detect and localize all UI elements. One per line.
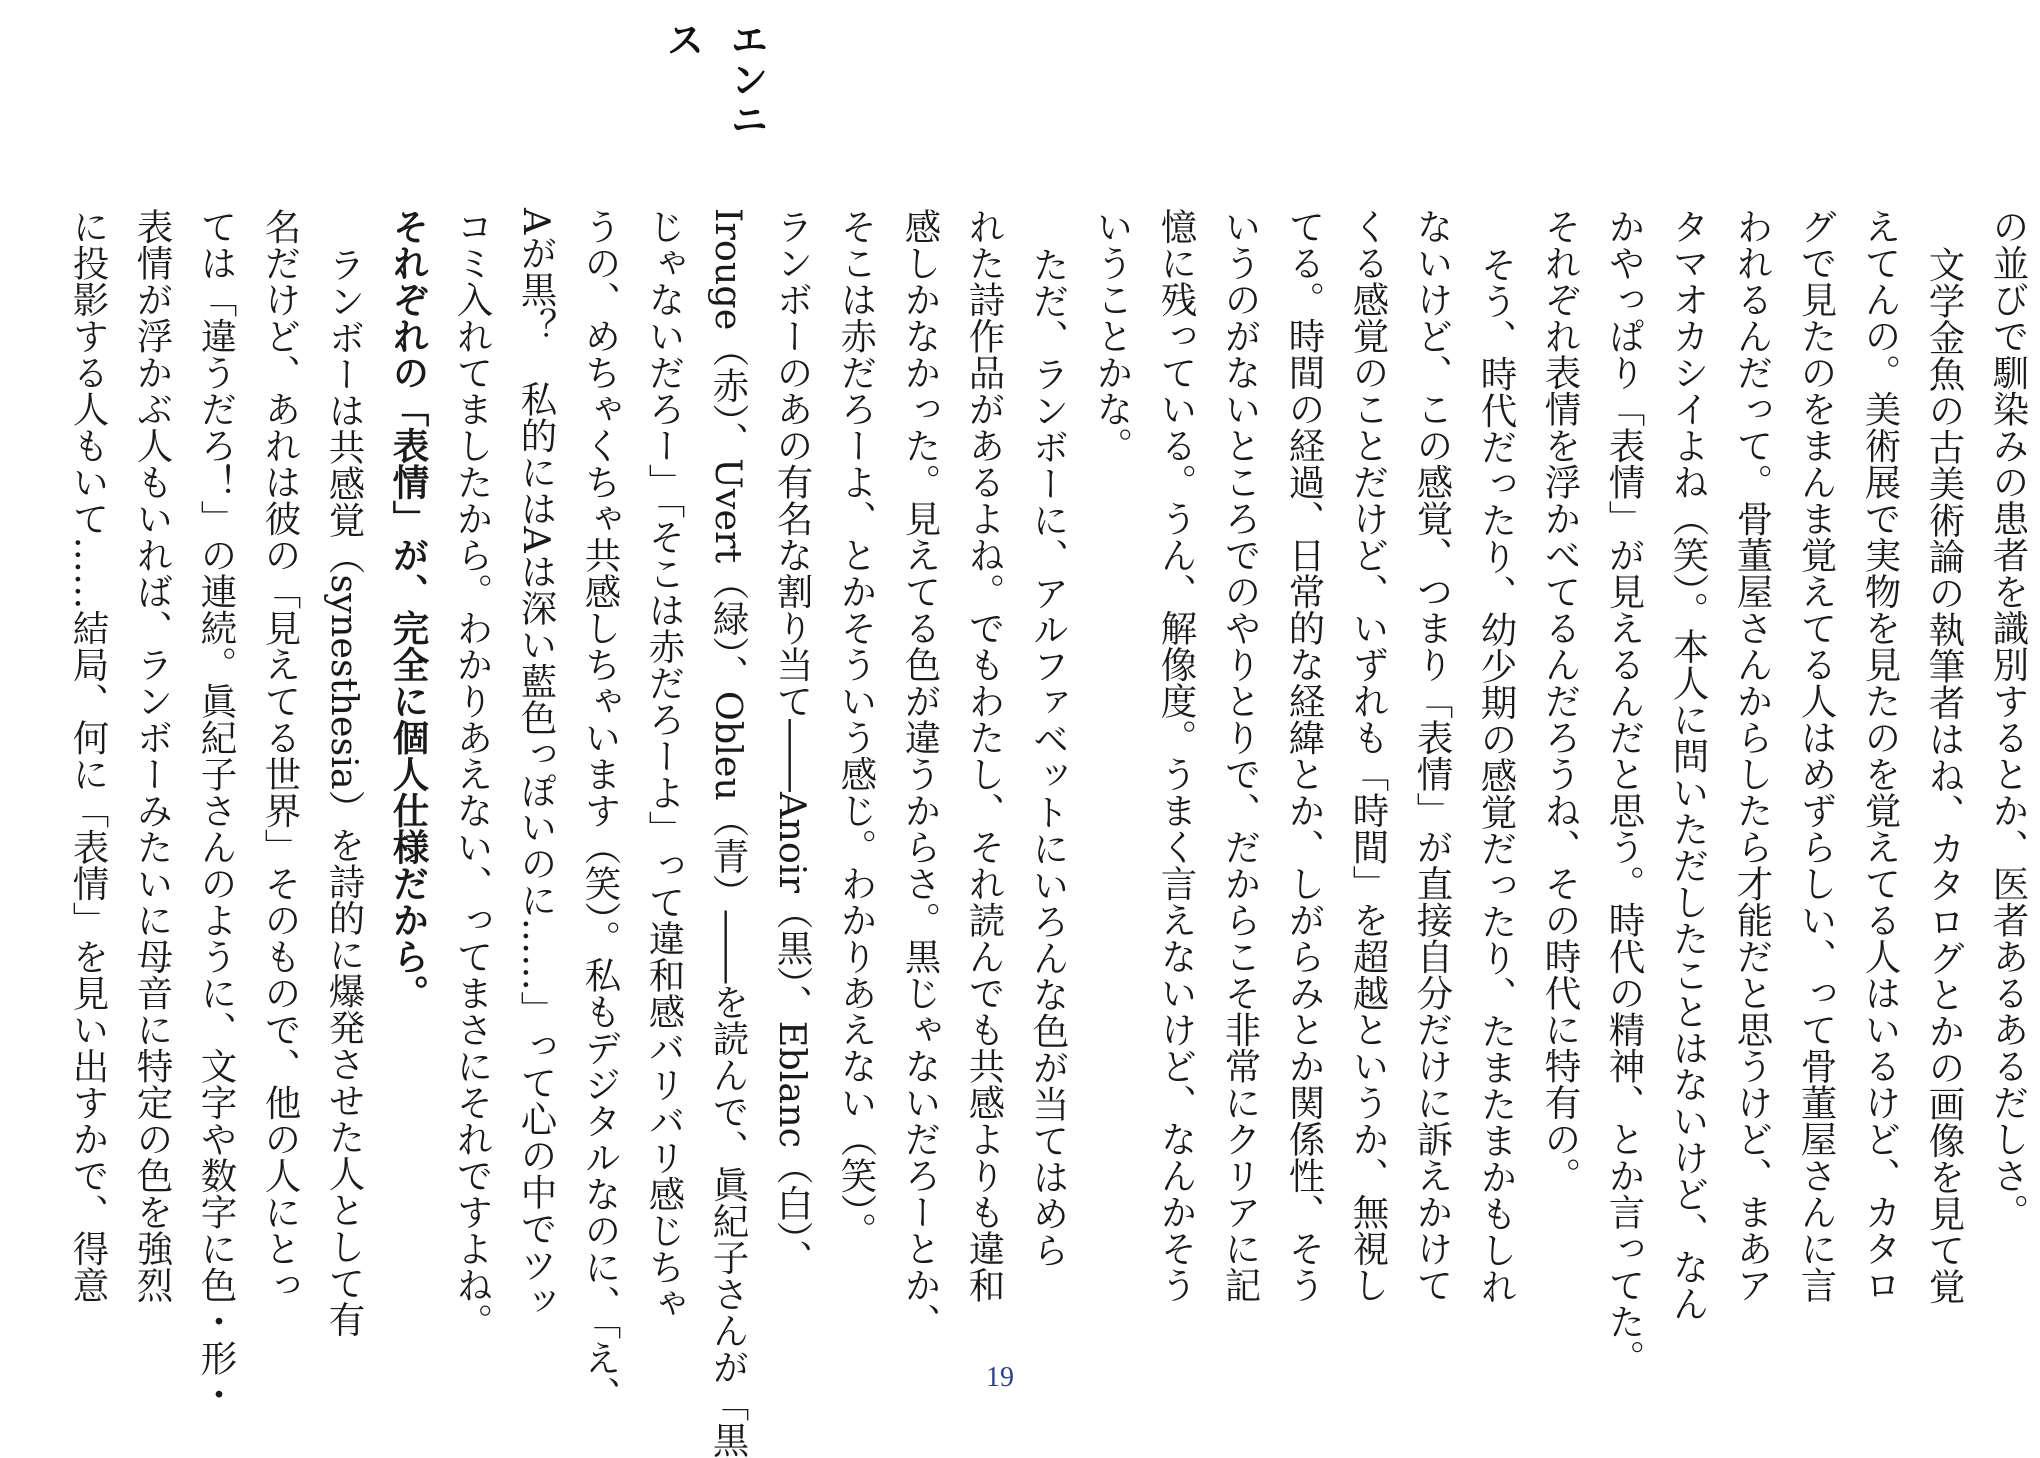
text-column-14: 憶に残っている。うん、解像度。うまく言えないけど、なんかそう — [1155, 208, 1198, 1303]
text-column-21: Irouge（赤）、Uvert（緑）、Obleu（青）――を読んで、眞紀子さんが「黒 — [707, 208, 750, 1458]
text-column-20: ランボーのあの有名な割り当て――Anoir（黒）、Eblanc（白）、 — [771, 208, 814, 1276]
text-column-28: 名だけど、あれは彼の「見えてる世界」そのもので、他の人にとっ — [259, 208, 302, 1303]
text-column-17: れた詩作品があるよね。でもわたし、それ読んでも共感よりも違和 — [963, 208, 1006, 1303]
text-column-5: われるんだって。骨董屋さんからしたら才能だと思うけど、まあア — [1731, 208, 1774, 1303]
text-column-16: ただ、ランボーに、アルファベットにいろんな色が当てはめら — [1027, 246, 1070, 1268]
text-column-18: 感しかなかった。見えてる色が違うからさ。黒じゃないだろーとか、 — [899, 208, 942, 1340]
text-column-23: うの、めちゃくちゃ共感しちゃいます（笑）。私もデジタルなのに、「え、 — [579, 208, 622, 1413]
text-column-22: じゃないだろー」「そこは赤だろーよ」って違和感バリバリ感じちゃ — [643, 208, 686, 1322]
text-column-2: 文学金魚の古美術論の執筆者はね、カタログとかの画像を見て覚 — [1923, 246, 1966, 1305]
text-column-6: タマオカシイよね（笑）。本人に問いただしたことはないけど、なん — [1667, 208, 1710, 1322]
text-column-1: の並びで馴染みの患者を識別するとか、医者あるあるだしさ。 — [1987, 208, 2030, 1230]
text-column-19: そこは赤だろーよ、とかそういう感じ。わかりあえない（笑）。 — [835, 208, 878, 1249]
text-column-25: コミ入れてましたから。わかりあえない、ってまさにそれですよね。 — [451, 208, 494, 1340]
text-column-29: ては「違うだろ！」の連続。眞紀子さんのように、文字や数字に色・形・ — [195, 208, 238, 1413]
text-column-4: グで見たのをまんま覚えてる人はめずらしい、って骨董屋さんに言 — [1795, 208, 1838, 1303]
text-column-11: くる感覚のことだけど、いずれも「時間」を超越というか、無視し — [1347, 208, 1390, 1303]
text-column-9: そう、時代だったり、幼少期の感覚だったり、たまたまかもしれ — [1475, 246, 1518, 1305]
text-column-27: ランボーは共感覚（synesthesia）を詩的に爆発させた人として有 — [323, 246, 366, 1338]
text-column-10: ないけど、この感覚、つまり「表情」が直接自分だけに訴えかけて — [1411, 208, 1454, 1303]
section-title: エンニス — [660, 20, 768, 140]
text-column-30: 表情が浮かぶ人もいれば、ランボーみたいに母音に特定の色を強烈 — [131, 208, 174, 1303]
page-number: 19 — [986, 1362, 1014, 1393]
text-column-3: えてんの。美術展で実物を見たのを覚えてる人はいるけど、カタロ — [1859, 208, 1902, 1303]
text-column-13: いうのがないところでのやりとりで、だからこそ非常にクリアに記 — [1219, 208, 1262, 1303]
text-column-12: てる。時間の経過、日常的な経緯とか、しがらみとか関係性、そう — [1283, 208, 1326, 1303]
text-column-15: いうことかな。 — [1091, 208, 1134, 464]
text-column-31: に投影する人もいて……結局、何に「表情」を見い出すかで、得意 — [67, 208, 110, 1303]
text-column-8: それぞれ表情を浮かべてるんだろうね、その時代に特有の。 — [1539, 208, 1582, 1194]
text-column-7: かやっぱり「表情」が見えるんだと思う。時代の精神、とか言ってた。 — [1603, 208, 1646, 1376]
text-column-26: それぞれの「表情」が、完全に個人仕様だから。 — [387, 208, 430, 1011]
text-column-24: Aが黒？ 私的にはAは深い藍色っぽいのに……」って心の中でツッ — [515, 208, 558, 1320]
